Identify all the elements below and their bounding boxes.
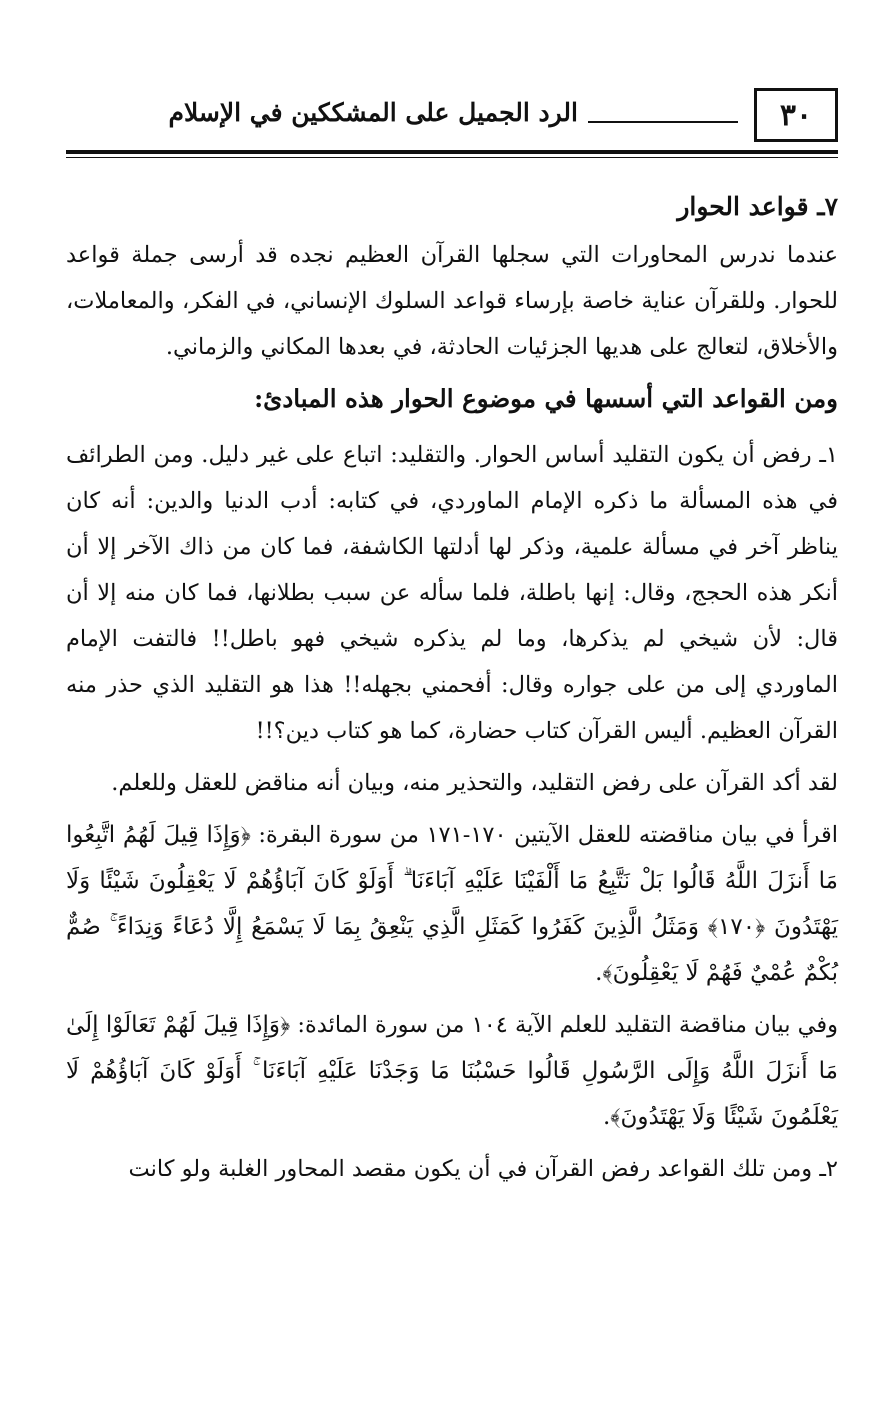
principle-item-2 [66, 1146, 838, 1192]
page-header [66, 88, 838, 158]
header-rule-thick [66, 150, 838, 154]
item-text: ومن تلك القواعد رفض القرآن في أن يكون مقصد المحاور الغلبة ولو كانت [128, 1156, 813, 1182]
maidah-paragraph [66, 1002, 838, 1140]
item-number: ١ـ [819, 442, 838, 468]
quran-verse-baqarah: ﴿وَإِذَا قِيلَ لَهُمُ اتَّبِعُوا مَا أَنزَلَ اللَّهُ قَالُوا بَلْ نَتَّبِعُ مَا أَلْفَيْنَا عَلَيْهِ آبَاءَنَا ۗ أَوَلَوْ كَانَ آبَاؤُهُمْ لَا يَعْقِلُونَ شَيْئًا وَلَا يَهْتَدُونَ ﴿١٧٠﴾ وَمَثَلُ الَّذِينَ كَفَرُوا كَمَثَلِ الَّذِي يَنْعِقُ بِمَا لَا يَسْمَعُ إِلَّا دُعَاءً وَنِدَاءً ۚ صُمٌّ بُكْمٌ عُمْيٌ فَهُمْ لَا يَعْقِلُونَ﴾. [66, 822, 839, 986]
emphasis-paragraph: لقد أكد القرآن على رفض التقليد، والتحذير منه، وبيان أنه مناقض للعقل وللعلم. [111, 770, 838, 796]
principles-heading: ومن القواعد التي أسسها في موضوع الحوار هذه المبادئ: [254, 384, 838, 413]
intro-paragraph: عندما ندرس المحاورات التي سجلها القرآن العظيم نجده قد أرسى جملة قواعد للحوار. وللقرآن عناية خاصة بإرساء قواعد السلوك الإنساني، في الفكر، والمعاملات، والأخلاق، لتعالج على هديها الجزئيات الحادثة، في بعدها المكاني والزماني. [66, 242, 838, 360]
baqarah-intro: اقرأ في بيان مناقضته للعقل الآيتين ١٧٠-١٧١ من سورة البقرة: [258, 822, 838, 848]
item-number: ٢ـ [819, 1156, 838, 1182]
item-text: رفض أن يكون التقليد أساس الحوار. والتقليد: اتباع على غير دليل. ومن الطرائف في هذه المسألة ما ذكره الإمام الماوردي، في كتابه: أدب الدنيا والدين: أنه كان يناظر آخر في مسألة علمية، وذكر لها أدلتها الكاشفة، فما كان من ذاك الآخر إلا أن أنكر هذه الحجج، وقال: إنها باطلة، فلما سأله عن سبب بطلانها، فما كان منه إلا أن قال: لأن شيخي لم يذكرها، وما لم يذكره شيخي فهو باطل!! فالتفت الإمام الماوردي إلى من على جواره وقال: أفحمني بجهله!! هذا هو التقليد الذي حذر منه القرآن العظيم. أليس القرآن كتاب حضارة، كما هو كتاب دين؟!! [66, 442, 838, 744]
header-rule-thin [66, 157, 838, 158]
baqarah-paragraph [66, 812, 838, 996]
quran-verse-maidah: ﴿وَإِذَا قِيلَ لَهُمْ تَعَالَوْا إِلَىٰ مَا أَنزَلَ اللَّهُ وَإِلَى الرَّسُولِ قَالُوا حَسْبُنَا مَا وَجَدْنَا عَلَيْهِ آبَاءَنَا ۚ أَوَلَوْ كَانَ آبَاؤُهُمْ لَا يَعْلَمُونَ شَيْئًا وَلَا يَهْتَدُونَ﴾. [66, 1012, 838, 1130]
running-title: الرد الجميل على المشككين في الإسلام [168, 98, 578, 127]
principle-item-1 [66, 432, 838, 754]
page-number: ٣٠ [754, 88, 838, 142]
page-body [66, 184, 838, 1198]
maidah-intro: وفي بيان مناقضة التقليد للعلم الآية ١٠٤ من سورة المائدة: [297, 1012, 839, 1038]
section-heading: ٧ـ قواعد الحوار [677, 192, 838, 221]
header-dash-line [588, 121, 738, 123]
